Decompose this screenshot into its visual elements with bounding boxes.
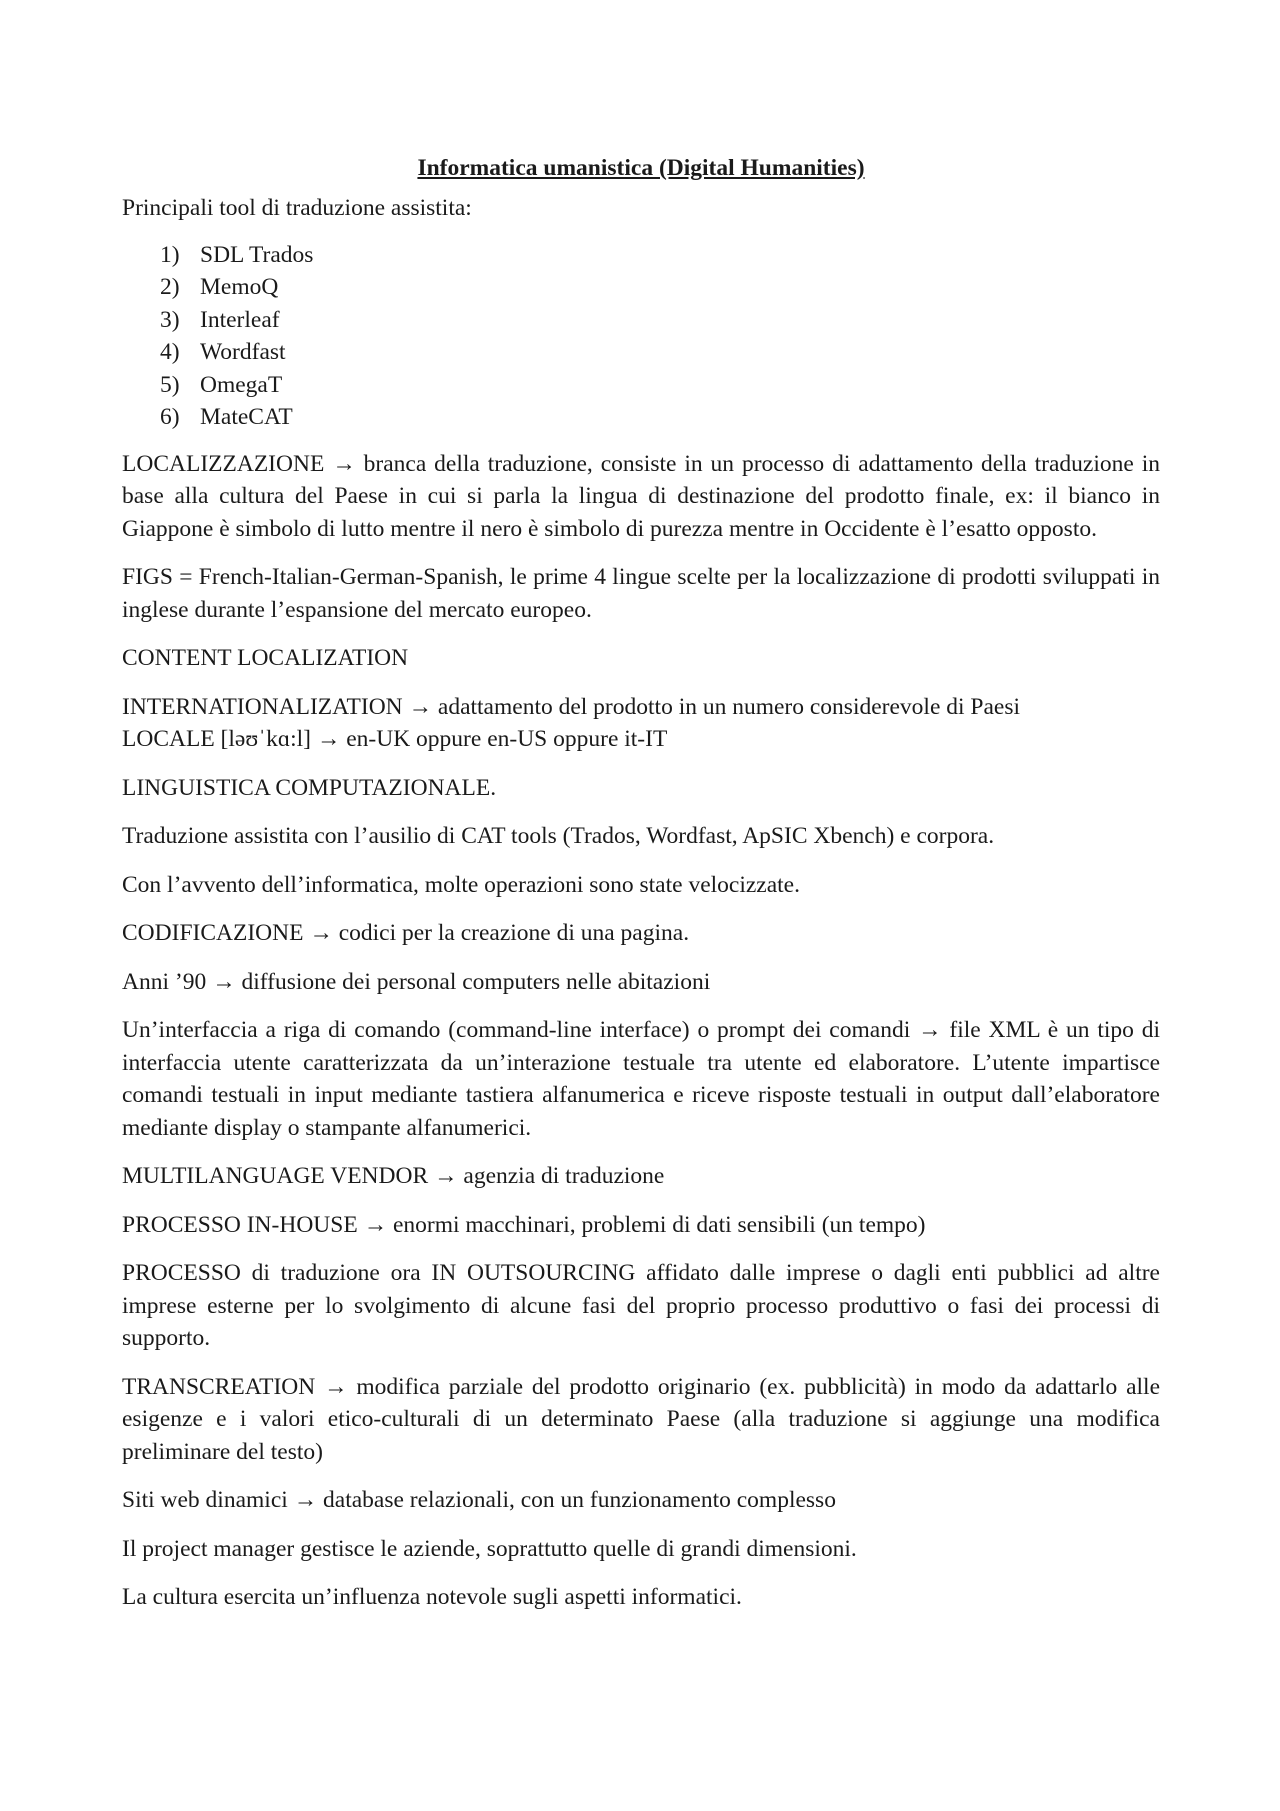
paragraph-internationalization xyxy=(122,691,1160,756)
paragraph-cultura: La cultura esercita un’influenza notevole sugli aspetti informatici. xyxy=(122,1584,742,1610)
list-number: 3) xyxy=(160,306,180,333)
tool-name: MateCAT xyxy=(200,404,293,430)
paragraph-cat-tools: Traduzione assistita con l’ausilio di CAT tools (Trados, Wordfast, ApSIC Xbench) e corpora. xyxy=(122,823,995,849)
tool-name: SDL Trados xyxy=(200,241,314,268)
list-number: 6) xyxy=(160,404,180,430)
paragraph-multilanguage-vendor: MULTILANGUAGE VENDOR → agenzia di traduzione xyxy=(122,1163,665,1189)
tools-intro: Principali tool di traduzione assistita: xyxy=(122,195,472,221)
list-item xyxy=(160,271,1160,304)
list-item xyxy=(160,401,1160,434)
paragraph-anni-90: Anni ’90 → diffusione dei personal computers nelle abitazioni xyxy=(122,968,711,995)
list-item xyxy=(160,304,1160,337)
paragraph-outsourcing: PROCESSO di traduzione ora IN OUTSOURCING affidato dalle imprese o dagli enti pubblici ad altre imprese esterne per lo svolgimento di alcune fasi del proprio processo produttivo o fasi dei processi di supporto. xyxy=(122,1260,1160,1351)
list-item xyxy=(160,239,1160,272)
paragraph-in-house: PROCESSO IN-HOUSE → enormi macchinari, problemi di dati sensibili (un tempo) xyxy=(122,1211,926,1238)
list-number: 1) xyxy=(160,241,180,268)
paragraph-content-localization: CONTENT LOCALIZATION xyxy=(122,645,409,671)
list-item xyxy=(160,369,1160,402)
document-title: Informatica umanistica (Digital Humanities) xyxy=(417,155,865,181)
paragraph-transcreation: TRANSCREATION → modifica parziale del prodotto originario (ex. pubblicità) in modo da adattarlo alle esigenze e i valori etico-culturali di un determinato Paese (alla traduzione si aggiunge una modifica preliminare del testo) xyxy=(122,1373,1160,1465)
tool-name: Wordfast xyxy=(200,339,286,365)
paragraph-cli: Un’interfaccia a riga di comando (command-line interface) o prompt dei comandi → file XML è un tipo di interfaccia utente caratterizzata da un’interazione testuale tra utente ed elaboratore. L’utente impartisce comandi testuali in input mediante tastiera alfanumerica e riceve risposte testuali in output dall’elaboratore mediante display o stampante alfanumerici. xyxy=(122,1017,1160,1141)
paragraph-localizzazione: LOCALIZZAZIONE → branca della traduzione, consiste in un processo di adattamento della traduzione in base alla cultura del Paese in cui si parla la lingua di destinazione del prodotto finale, ex: il bianco in Giappone è simbolo di lutto mentre il nero è simbolo di purezza mentre in Occidente è l’esatto opposto. xyxy=(122,450,1160,542)
paragraph-figs: FIGS = French-Italian-German-Spanish, le prime 4 lingue scelte per la localizzazione di prodotti sviluppati in inglese durante l’espansione del mercato europeo. xyxy=(122,564,1160,623)
paragraph-project-manager: Il project manager gestisce le aziende, soprattutto quelle di grandi dimensioni. xyxy=(122,1535,857,1562)
paragraph-codificazione: CODIFICAZIONE → codici per la creazione di una pagina. xyxy=(122,920,690,946)
tool-name: OmegaT xyxy=(200,371,283,398)
paragraph-linguistica: LINGUISTICA COMPUTAZIONALE. xyxy=(122,774,497,801)
tool-name: Interleaf xyxy=(200,306,280,333)
list-number: 5) xyxy=(160,371,180,398)
list-number: 2) xyxy=(160,274,180,300)
tool-name: MemoQ xyxy=(200,274,279,300)
paragraph-informatica: Con l’avvento dell’informatica, molte operazioni sono state velocizzate. xyxy=(122,871,800,898)
list-item xyxy=(160,336,1160,369)
internationalization-line: INTERNATIONALIZATION → adattamento del prodotto in un numero considerevole di Paesi xyxy=(122,693,1021,720)
locale-line: LOCALE [ləʊˈkɑ:l] → en-UK oppure en-US oppure it-IT xyxy=(122,726,668,752)
paragraph-siti-web: Siti web dinamici → database relazionali, con un funzionamento complesso xyxy=(122,1487,836,1513)
tools-list xyxy=(122,239,1160,434)
list-number: 4) xyxy=(160,339,180,365)
